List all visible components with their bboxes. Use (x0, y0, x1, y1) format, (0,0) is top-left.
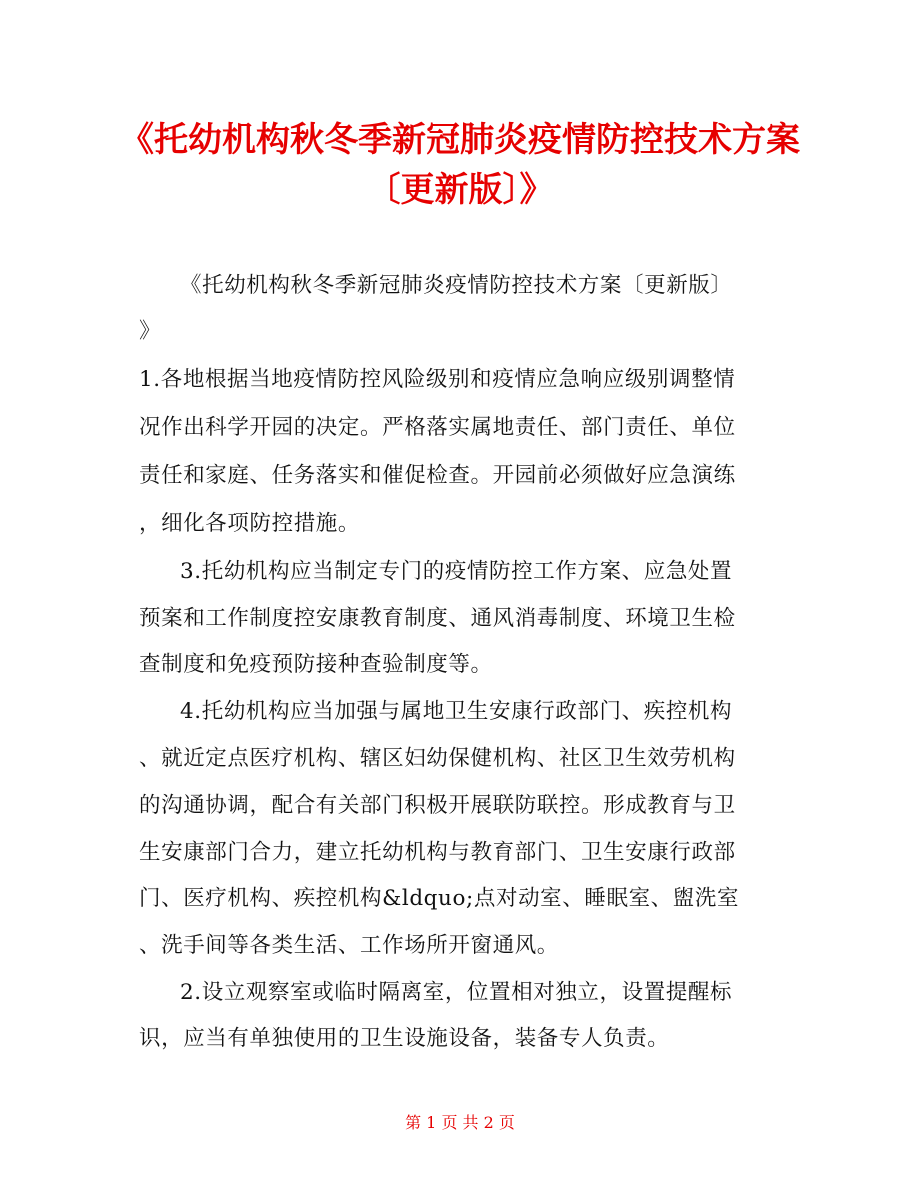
body-line: 查制度和免疫预防接种查验制度等。 (139, 652, 493, 677)
body-line: 门、医疗机构、疾控机构&ldquo;点对动室、睡眠室、盥洗室 (139, 886, 740, 911)
body-line: 生安康部门合力，建立托幼机构与教育部门、卫生安康行政部 (139, 840, 736, 865)
body-line: 预案和工作制度控安康教育制度、通风消毒制度、环境卫生检 (139, 606, 736, 631)
body-line: 1.各地根据当地疫情防控风险级别和疫情应急响应级别调整情 (139, 367, 736, 392)
body-line: 、就近定点医疗机构、辖区妇幼保健机构、社区卫生效劳机构 (139, 746, 736, 771)
body-line: 识，应当有单独使用的卫生设施设备，装备专人负责。 (139, 1026, 670, 1051)
body-line: 》 (139, 319, 162, 344)
body-line: 责任和家庭、任务落实和催促检查。开园前必须做好应急演练 (139, 463, 736, 488)
page-number-footer: 第 1 页 共 2 页 (405, 1113, 515, 1132)
body-line: 、洗手间等各类生活、工作场所开窗通风。 (139, 933, 559, 958)
document-title-line2: 〔更新版〕》 (366, 170, 554, 210)
body-line: 4.托幼机构应当加强与属地卫生安康行政部门、疾控机构 (180, 699, 733, 724)
body-line: 况作出科学开园的决定。严格落实属地责任、部门责任、单位 (139, 415, 736, 440)
body-line: 《托幼机构秋冬季新冠肺炎疫情防控技术方案〔更新版〕 (180, 273, 733, 298)
body-line: ，细化各项防控措施。 (139, 511, 361, 536)
document-title-line1: 《托幼机构秋冬季新冠肺炎疫情防控技术方案 (120, 120, 800, 160)
body-line: 3.托幼机构应当制定专门的疫情防控工作方案、应急处置 (180, 559, 733, 584)
body-line: 2.设立观察室或临时隔离室，位置相对独立，设置提醒标 (180, 980, 733, 1005)
body-line: 的沟通协调，配合有关部门积极开展联防联控。形成教育与卫 (139, 793, 736, 818)
